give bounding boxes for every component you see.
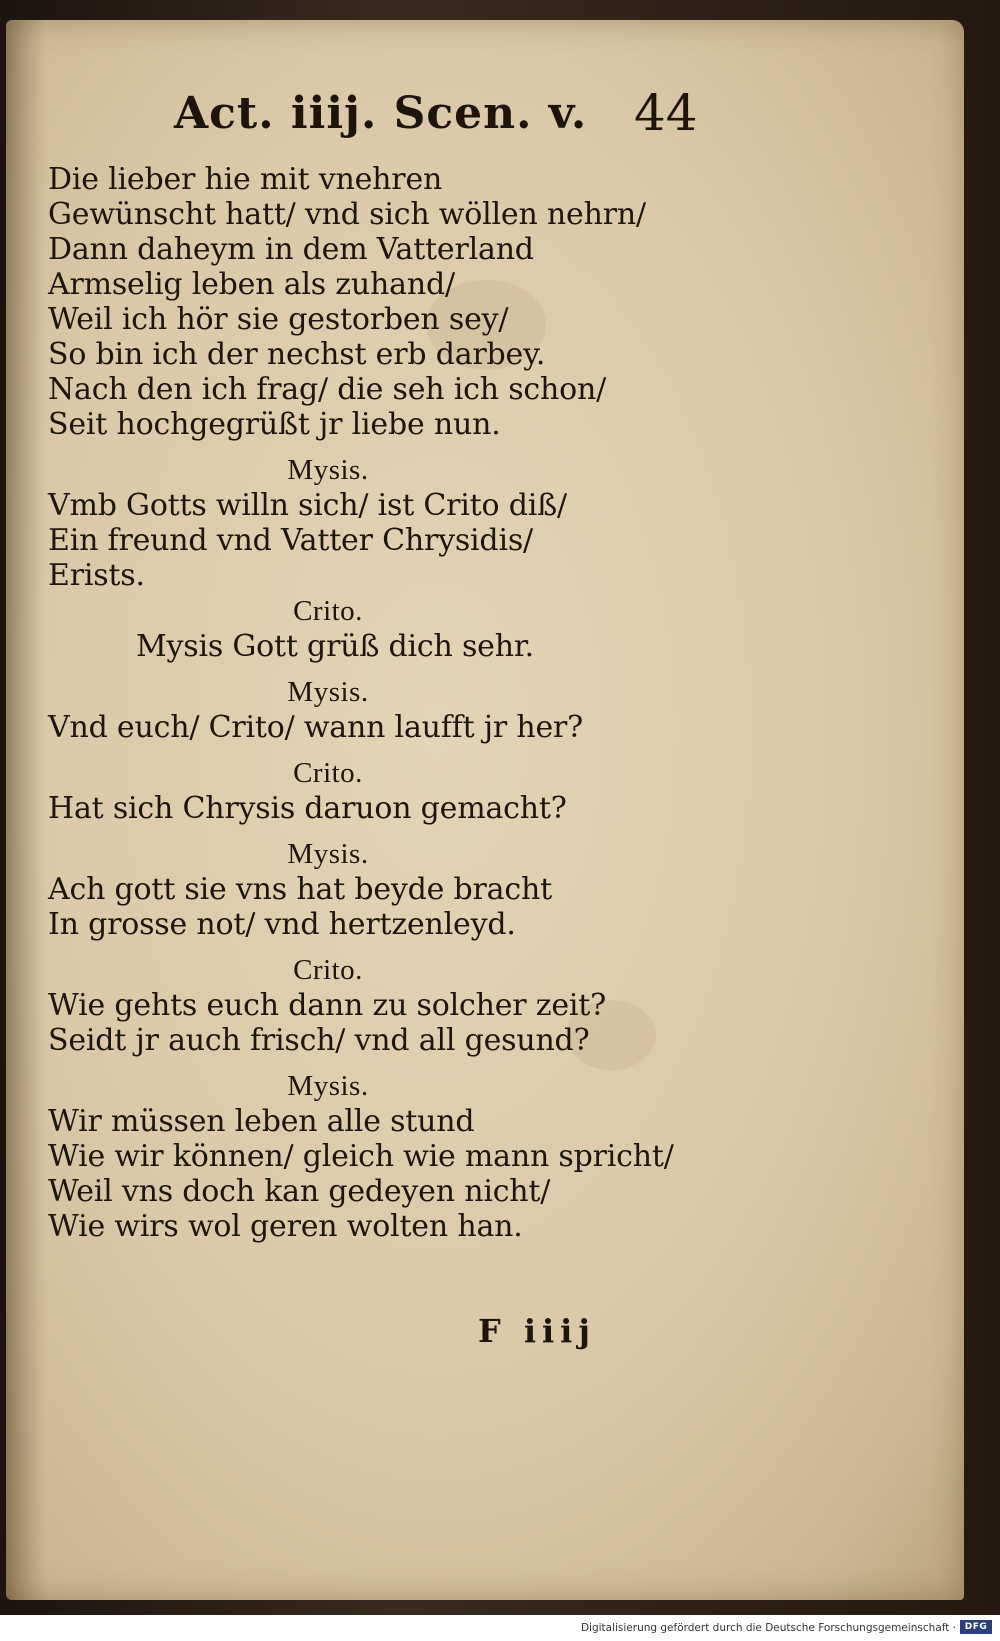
- verse-line: Erists.: [48, 558, 145, 593]
- verse-line: So bin ich der nechst erb darbey.: [48, 337, 546, 372]
- verse-line: Nach den ich frag/ die seh ich schon/: [48, 372, 607, 407]
- speaker-heading: Crito.: [293, 595, 363, 627]
- verse-line: Hat sich Chrysis daruon gemacht?: [48, 791, 567, 826]
- dfg-logo: DFG: [960, 1620, 992, 1634]
- verse-line: Die lieber hie mit vnehren: [48, 162, 443, 197]
- speaker-heading: Crito.: [293, 954, 363, 986]
- verse-line: Ein freund vnd Vatter Chrysidis/: [48, 523, 533, 558]
- verse-line: Wie wir können/ gleich wie mann spricht/: [48, 1139, 674, 1174]
- verse-line: Armselig leben als zuhand/: [48, 267, 455, 302]
- speaker-heading: Mysis.: [287, 454, 369, 486]
- verse-line: Dann daheym in dem Vatterland: [48, 232, 534, 267]
- speaker-heading: Crito.: [293, 757, 363, 789]
- running-head: Act. iiij. Scen. v.: [174, 88, 588, 139]
- verse-line: Wir müssen leben alle stund: [48, 1104, 475, 1139]
- verse-line: Ach gott sie vns hat beyde bracht: [48, 872, 552, 907]
- verse-line: Gewünscht hatt/ vnd sich wöllen nehrn/: [48, 197, 646, 232]
- spine-shadow: [6, 20, 46, 1600]
- speaker-heading: Mysis.: [287, 838, 369, 870]
- verse-line: Mysis Gott grüß dich sehr.: [136, 629, 535, 664]
- verse-line: Weil ich hör sie gestorben sey/: [48, 302, 509, 337]
- digitization-credit: Digitalisierung gefördert durch die Deutsche Forschungsgemeinschaft ·: [580, 1622, 956, 1634]
- verse-text: [48, 162, 688, 1244]
- verse-line: Vnd euch/ Crito/ wann laufft jr her?: [48, 710, 584, 745]
- verse-line: Seidt jr auch frisch/ vnd all gesund?: [48, 1023, 590, 1058]
- verse-line: Vmb Gotts willn sich/ ist Crito diß/: [48, 488, 567, 523]
- speaker-heading: Mysis.: [287, 1070, 369, 1102]
- verse-line: Weil vns doch kan gedeyen nicht/: [48, 1174, 551, 1209]
- verse-line: In grosse not/ vnd hertzenleyd.: [48, 907, 516, 942]
- signature-mark: F iiij: [478, 1312, 596, 1350]
- verse-line: Wie gehts euch dann zu solcher zeit?: [48, 988, 607, 1023]
- speaker-heading: Mysis.: [287, 676, 369, 708]
- verse-line: Seit hochgegrüßt jr liebe nun.: [48, 407, 501, 442]
- page-number: 44: [634, 84, 698, 142]
- verse-line: Wie wirs wol geren wolten han.: [48, 1209, 523, 1244]
- page-header: [174, 80, 714, 160]
